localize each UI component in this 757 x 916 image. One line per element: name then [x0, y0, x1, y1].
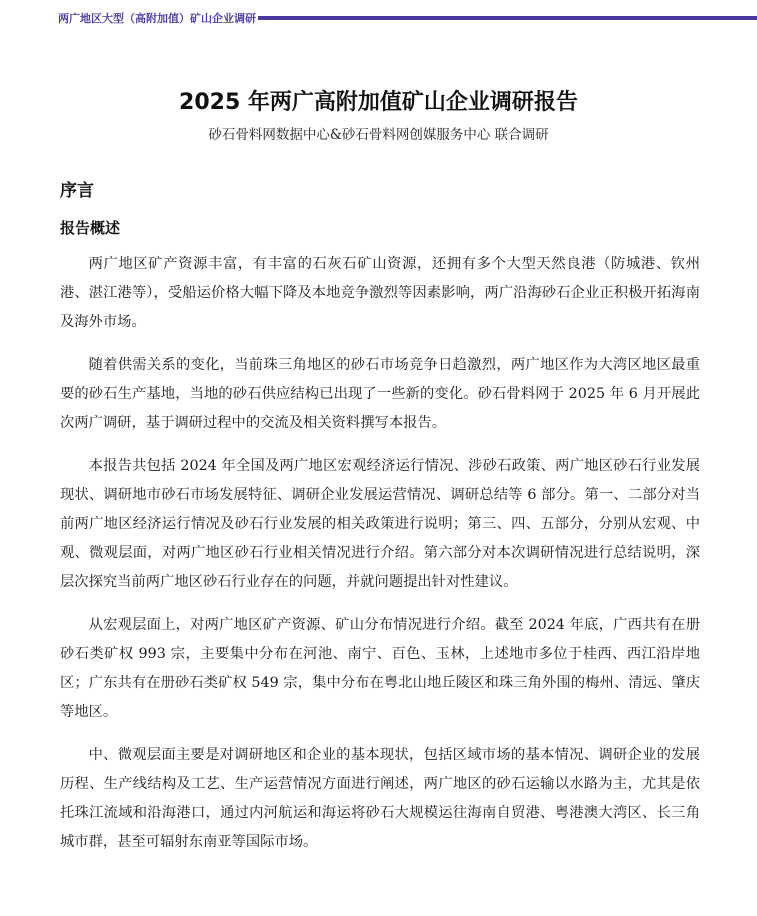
running-header-title: 两广地区大型（高附加值）矿山企业调研: [58, 12, 256, 25]
section-heading-preface: 序言: [60, 181, 94, 201]
header-rule: [258, 16, 757, 20]
paragraph: 随着供需关系的变化，当前珠三角地区的砂石市场竞争日趋激烈，两广地区作为大湾区地区最重要的砂石生产基地，当地的砂石供应结构已出现了一些新的变化。砂石骨料网于 2025 年 6 月开展此次两广调研，基于调研过程中的交流及相关资料撰写本报告。: [60, 357, 700, 431]
paragraph: 本报告共包括 2024 年全国及两广地区宏观经济运行情况、涉砂石政策、两广地区砂石行业发展现状、调研地市砂石市场发展特征、调研企业发展运营情况、调研总结等 6 部分。第一、二部分对当前两广地区经济运行情况及砂石行业发展的相关政策进行说明；第三、四、五部分，分别从宏观、中观、微观层面，对两广地区砂石行业相关情况进行介绍。第六部分对本次调研情况进行总结说明，深层次探究当前两广地区砂石行业存在的问题，并就问题提出针对性建议。: [60, 458, 700, 590]
running-header: [0, 0, 757, 32]
paragraph: 两广地区矿产资源丰富，有丰富的石灰石矿山资源，还拥有多个大型天然良港（防城港、钦州港、湛江港等），受船运价格大幅下降及本地竞争激烈等因素影响，两广沿海砂石企业正积极开拓海南及海外市场。: [60, 256, 700, 330]
document-subtitle: 砂石骨料网数据中心&砂石骨料网创媒服务中心 联合调研: [208, 127, 549, 143]
paragraph: 从宏观层面上，对两广地区矿产资源、矿山分布情况进行介绍。截至 2024 年底，广西共有在册砂石类矿权 993 宗，主要集中分布在河池、南宁、百色、玉林，上述地市多位于桂西、西江沿岸地区；广东共有在册砂石类矿权 549 宗，集中分布在粤北山地丘陵区和珠三角外围的梅州、清远、肇庆等地区。: [60, 617, 700, 720]
document-body: [60, 250, 700, 871]
sub-heading-overview: 报告概述: [60, 219, 121, 237]
document-title: 2025 年两广高附加值矿山企业调研报告: [179, 90, 578, 115]
paragraph: 中、微观层面主要是对调研地区和企业的基本现状，包括区域市场的基本情况、调研企业的发展历程、生产线结构及工艺、生产运营情况方面进行阐述，两广地区的砂石运输以水路为主，尤其是依托珠江流域和沿海港口，通过内河航运和海运将砂石大规模运往海南自贸港、粤港澳大湾区、长三角城市群，甚至可辐射东南亚等国际市场。: [60, 747, 700, 850]
